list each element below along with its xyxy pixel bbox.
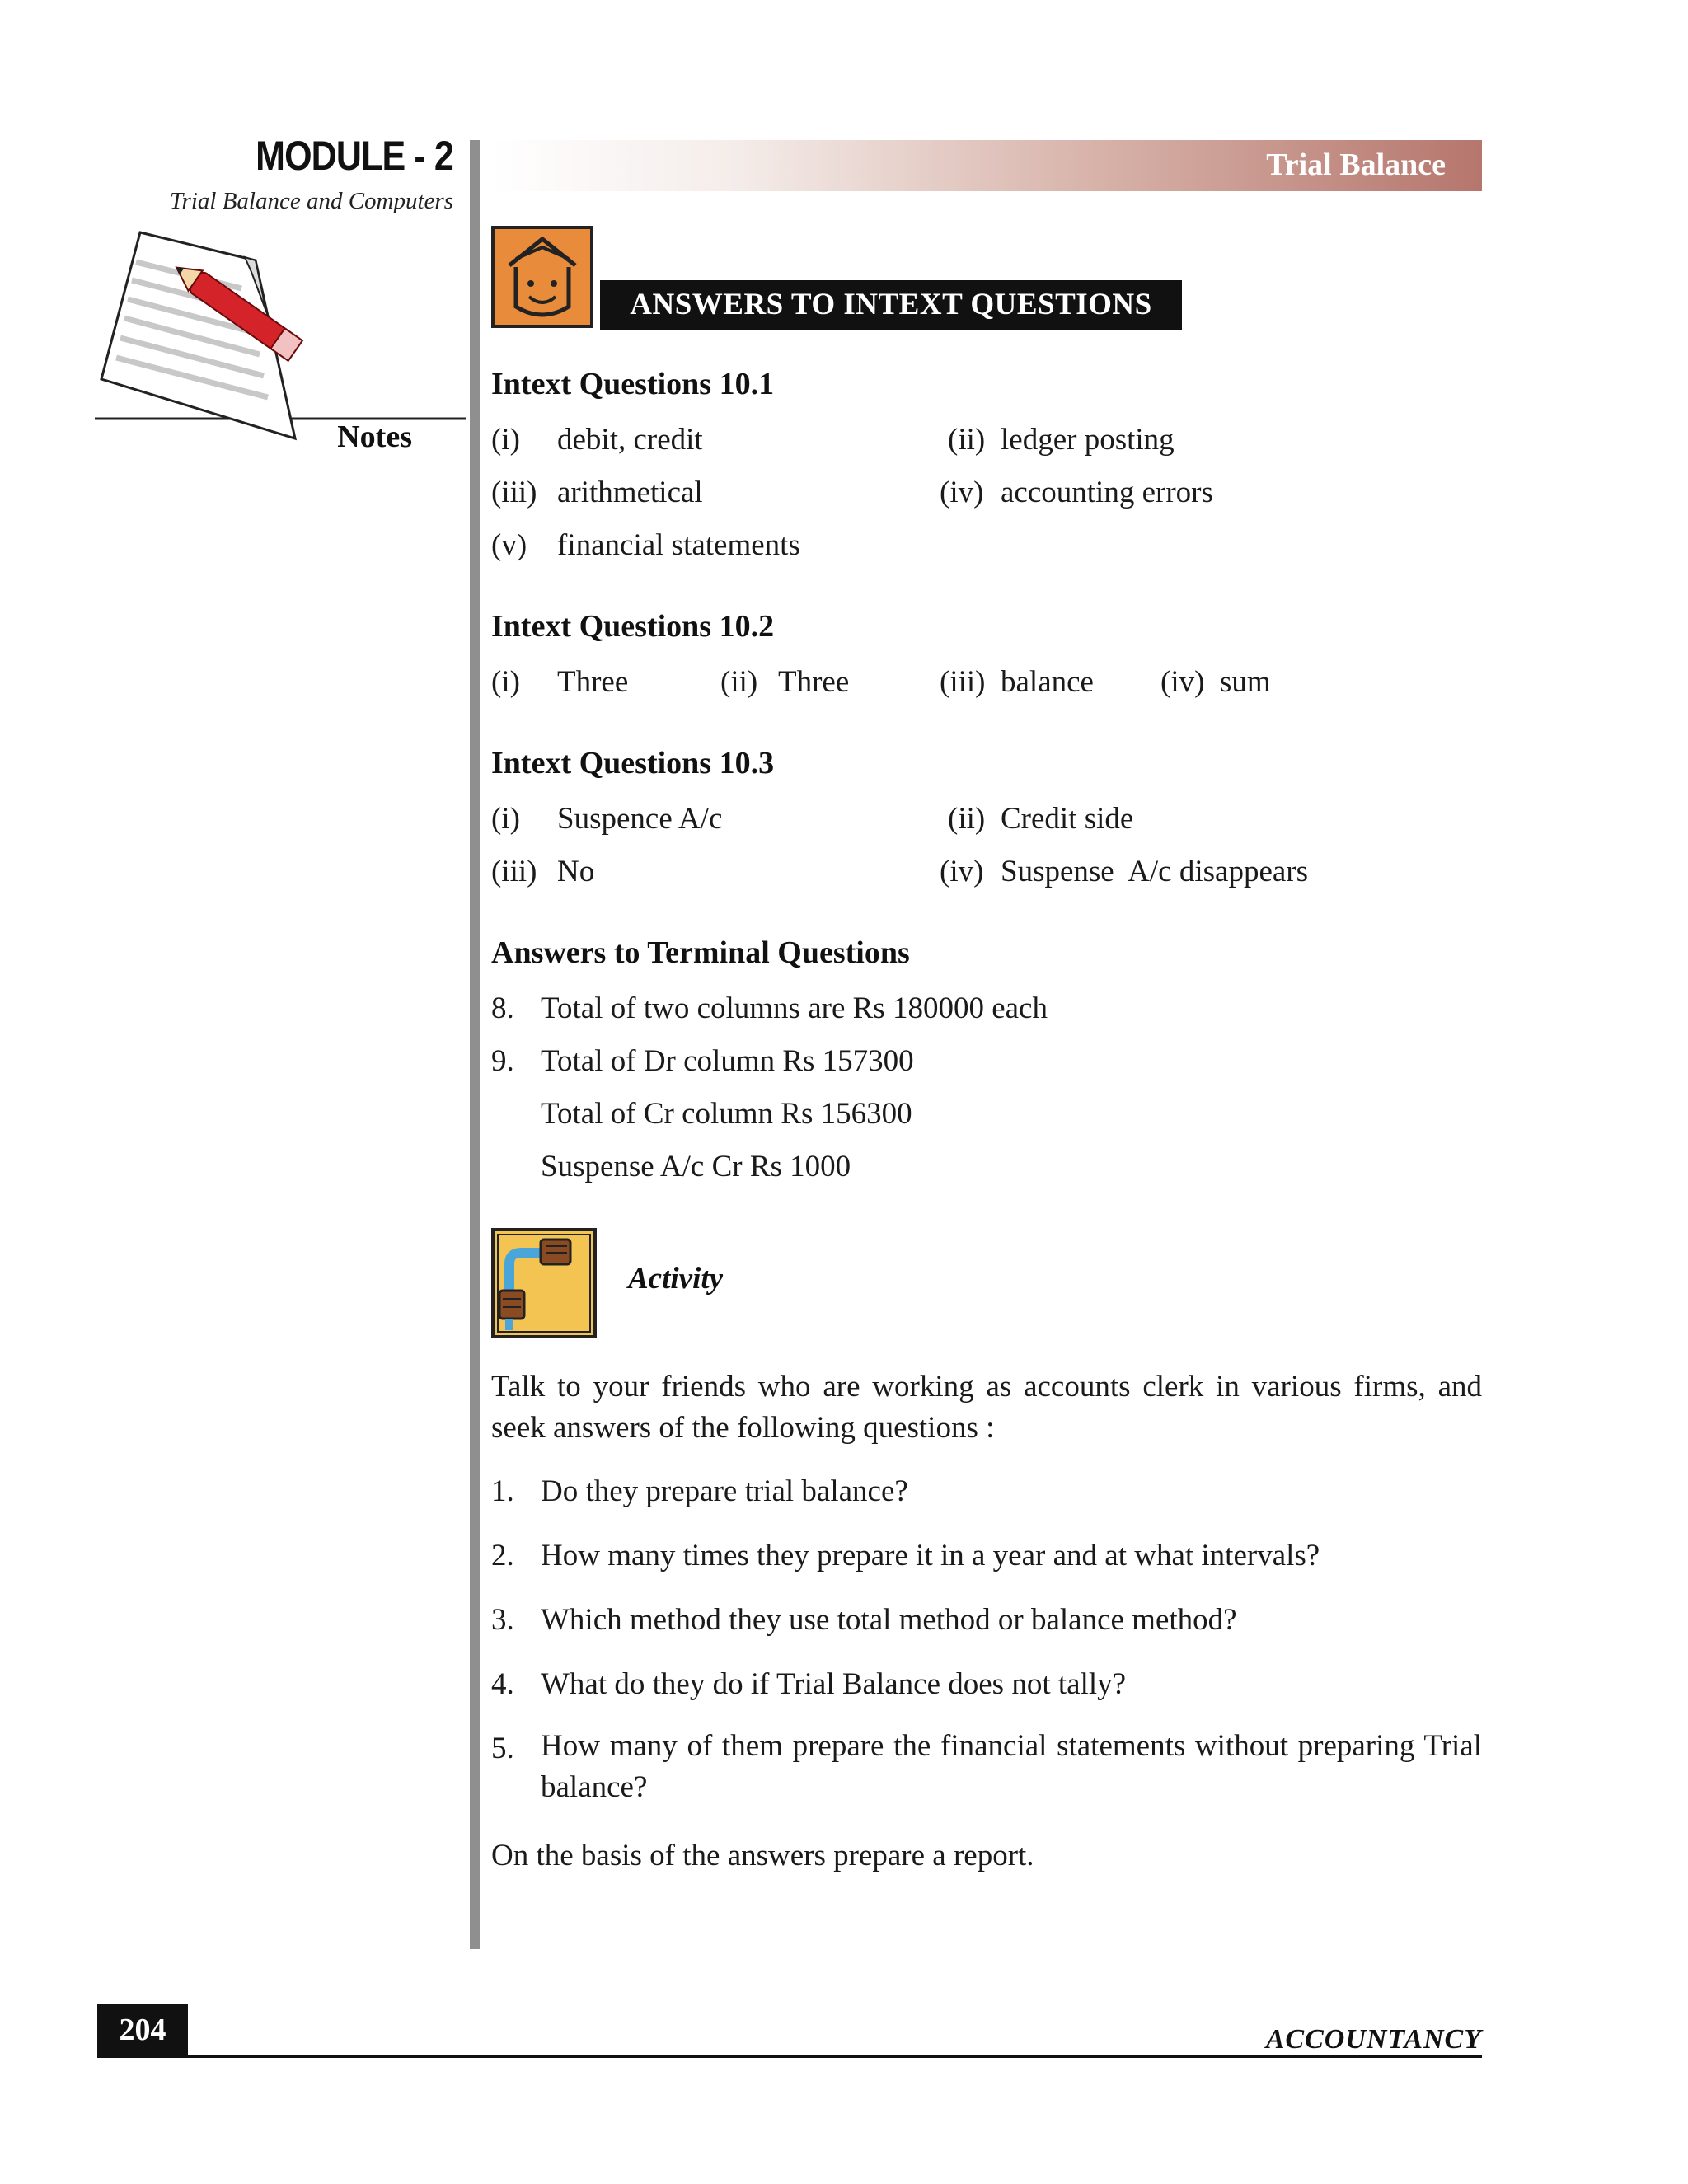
- footer-rule: [97, 2055, 1482, 2058]
- q101-answer-2: ledger posting: [1001, 423, 1175, 457]
- activity-q3: Which method they use total method or balance method?: [541, 1603, 1237, 1637]
- q103-num-2: (ii): [948, 802, 986, 836]
- terminal-answer-8: Total of two columns are Rs 180000 each: [541, 991, 1048, 1025]
- footer-book-title: ACCOUNTANCY: [1265, 2024, 1482, 2055]
- activity-q5: How many of them prepare the financial statements without preparing Trial balance?: [541, 1729, 1482, 1804]
- q102-answer-1: Three: [557, 665, 629, 699]
- q102-answer-4: sum: [1220, 665, 1271, 699]
- q101-num-2: (ii): [948, 423, 986, 457]
- activity-q1: Do they prepare trial balance?: [541, 1474, 908, 1508]
- q102-num-2: (ii): [720, 665, 758, 699]
- activity-label: Activity: [628, 1262, 724, 1296]
- q102-heading: Intext Questions 10.2: [491, 609, 775, 644]
- q101-num-5: (v): [491, 528, 528, 562]
- q102-num-1: (i): [491, 665, 520, 699]
- q101-num-3: (iii): [491, 476, 537, 509]
- q103-num-3: (iii): [491, 855, 537, 888]
- terminal-answer-9a: Total of Dr column Rs 157300: [541, 1044, 914, 1078]
- terminal-answer-9b: Total of Cr column Rs 156300: [541, 1097, 912, 1131]
- activity-q2: How many times they prepare it in a year and at what intervals?: [541, 1539, 1320, 1572]
- q101-answer-3: arithmetical: [557, 476, 703, 509]
- module-title: MODULE - 2: [256, 133, 453, 179]
- activity-q5-num: 5.: [491, 1732, 514, 1765]
- terminal-heading: Answers to Terminal Questions: [491, 935, 910, 970]
- q103-num-4: (iv): [940, 855, 984, 888]
- margin-divider: [470, 140, 480, 1949]
- house-smiley-icon: [491, 226, 593, 328]
- page-number: 204: [97, 2004, 188, 2055]
- terminal-answer-9c: Suspense A/c Cr Rs 1000: [541, 1150, 851, 1183]
- header-title: Trial Balance: [1266, 148, 1446, 182]
- activity-q1-num: 1.: [491, 1474, 514, 1508]
- module-subtitle: Trial Balance and Computers: [170, 188, 453, 214]
- activity-q4: What do they do if Trial Balance does not tally?: [541, 1667, 1127, 1701]
- q101-num-4: (iv): [940, 476, 984, 509]
- section-heading: ANSWERS TO INTEXT QUESTIONS: [600, 280, 1182, 330]
- activity-q2-num: 2.: [491, 1539, 514, 1572]
- q102-num-4: (iv): [1160, 665, 1205, 699]
- q102-answer-3: balance: [1001, 665, 1094, 699]
- activity-q4-num: 4.: [491, 1667, 514, 1701]
- activity-closing: On the basis of the answers prepare a report.: [491, 1839, 1034, 1872]
- q101-answer-1: debit, credit: [557, 423, 703, 457]
- q101-answer-5: financial statements: [557, 528, 800, 562]
- q103-num-1: (i): [491, 802, 520, 836]
- activity-intro: Talk to your friends who are working as accounts clerk in various firms, and seek answers of the following questions :: [491, 1370, 1482, 1445]
- terminal-num-8: 8.: [491, 991, 514, 1025]
- q101-answer-4: accounting errors: [1001, 476, 1213, 509]
- q103-answer-3: No: [557, 855, 595, 888]
- hand-pointer-icon: [491, 1228, 597, 1338]
- header-band: [491, 140, 1482, 191]
- q101-num-1: (i): [491, 423, 520, 457]
- q103-answer-2: Credit side: [1001, 802, 1134, 836]
- q103-answer-4: Suspense A/c disappears: [1001, 855, 1309, 888]
- q101-heading: Intext Questions 10.1: [491, 367, 775, 401]
- q102-num-3: (iii): [940, 665, 986, 699]
- q103-answer-1: Suspence A/c: [557, 802, 723, 836]
- q103-heading: Intext Questions 10.3: [491, 746, 775, 780]
- terminal-num-9: 9.: [491, 1044, 514, 1078]
- activity-q3-num: 3.: [491, 1603, 514, 1637]
- q102-answer-2: Three: [778, 665, 850, 699]
- notes-label: Notes: [337, 419, 412, 454]
